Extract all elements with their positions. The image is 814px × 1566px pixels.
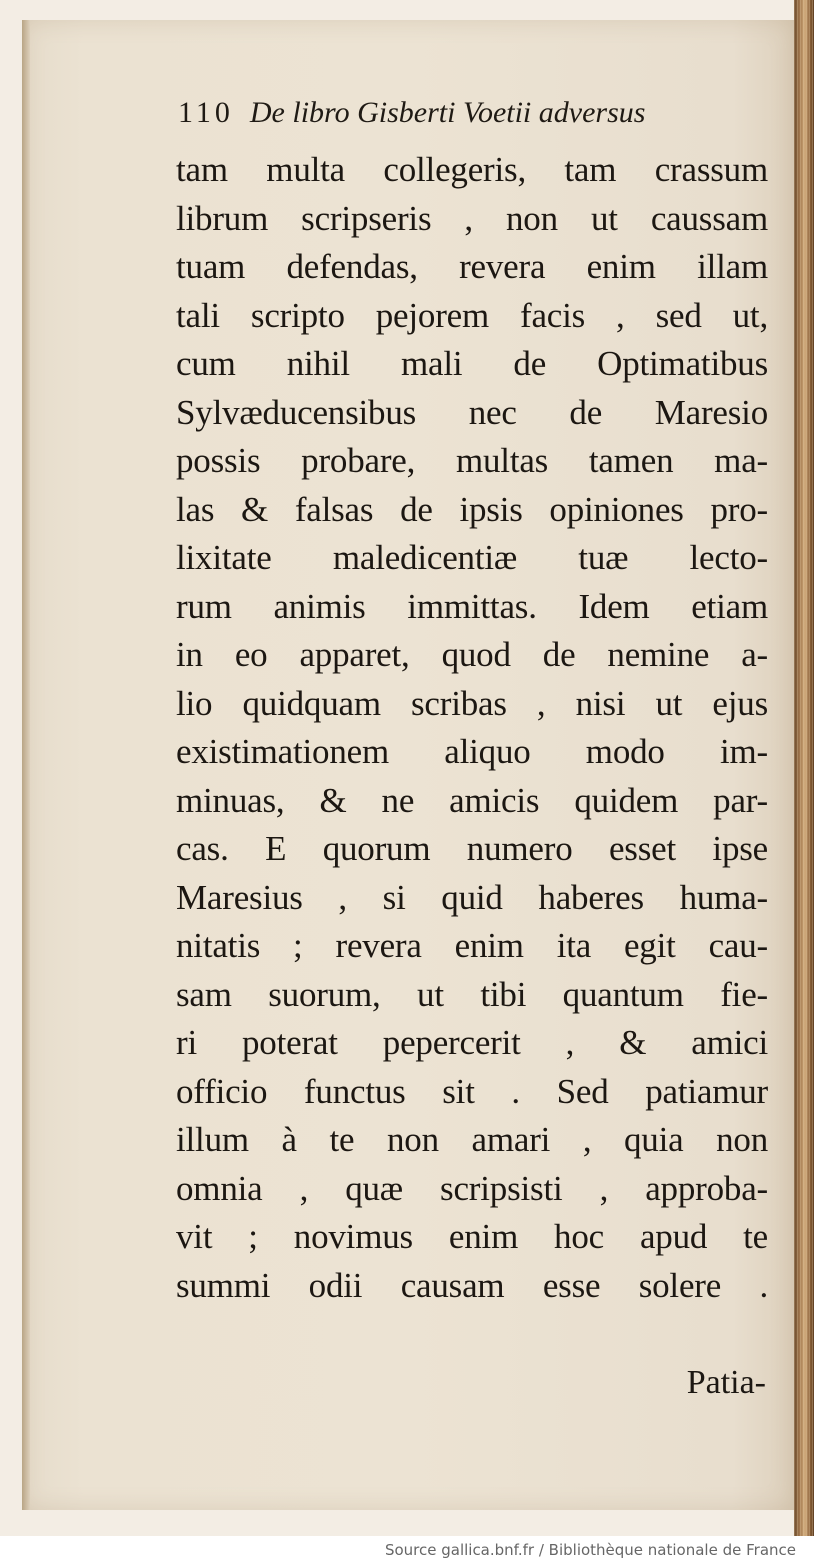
book-edge	[794, 0, 814, 1536]
text-line: ri poterat pepercerit , & amici	[176, 1023, 768, 1062]
text-line: lixitate maledicentiæ tuæ lecto-	[176, 538, 768, 577]
text-line: Sylvæducensibus nec de Maresio	[176, 392, 768, 432]
text-line: nitatis ; revera enim ita egit cau-	[176, 926, 768, 965]
text-line: vit ; novimus enim hoc apud te	[176, 1217, 768, 1256]
text-line: rum animis immittas. Idem etiam	[176, 586, 768, 626]
text-line: cas. E quorum numero esset ipse	[176, 829, 768, 868]
source-credit: Source gallica.bnf.fr / Bibliothèque nationale de France	[384, 1541, 796, 1559]
text-line: minuas, & ne amicis quidem par-	[176, 780, 768, 820]
text-line: possis probare, multas tamen ma-	[176, 441, 768, 480]
text-line: cum nihil mali de Optimatibus	[176, 344, 768, 383]
text-line: summi odii causam esse solere .	[176, 1265, 768, 1305]
text-line: officio functus sit . Sed patiamur	[176, 1071, 768, 1111]
text-line: illum à te non amari , quia non	[176, 1120, 768, 1159]
text-line: in eo apparet, quod de nemine a-	[176, 635, 768, 674]
running-header	[178, 96, 768, 136]
text-line: omnia , quæ scripsisti , approba-	[176, 1168, 768, 1208]
page-number: 110	[178, 96, 234, 129]
text-line: lio quidquam scribas , nisi ut ejus	[176, 683, 768, 723]
body-text	[176, 146, 768, 1310]
text-line: Maresius , si quid haberes huma-	[176, 877, 768, 917]
text-line: tam multa collegeris, tam crassum	[176, 150, 768, 189]
page-gutter	[22, 20, 30, 1510]
catchword: Patia-	[686, 1364, 766, 1401]
running-head-title: De libro Gisberti Voetii adversus	[249, 96, 646, 129]
source-footer	[0, 1536, 814, 1566]
text-line: tuam defendas, revera enim illam	[176, 247, 768, 286]
text-line: sam suorum, ut tibi quantum fie-	[176, 974, 768, 1014]
text-line: tali scripto pejorem facis , sed ut,	[176, 295, 768, 335]
text-line: librum scripseris , non ut caussam	[176, 198, 768, 238]
text-line: las & falsas de ipsis opiniones pro-	[176, 489, 768, 529]
text-line: existimationem aliquo modo im-	[176, 732, 768, 771]
